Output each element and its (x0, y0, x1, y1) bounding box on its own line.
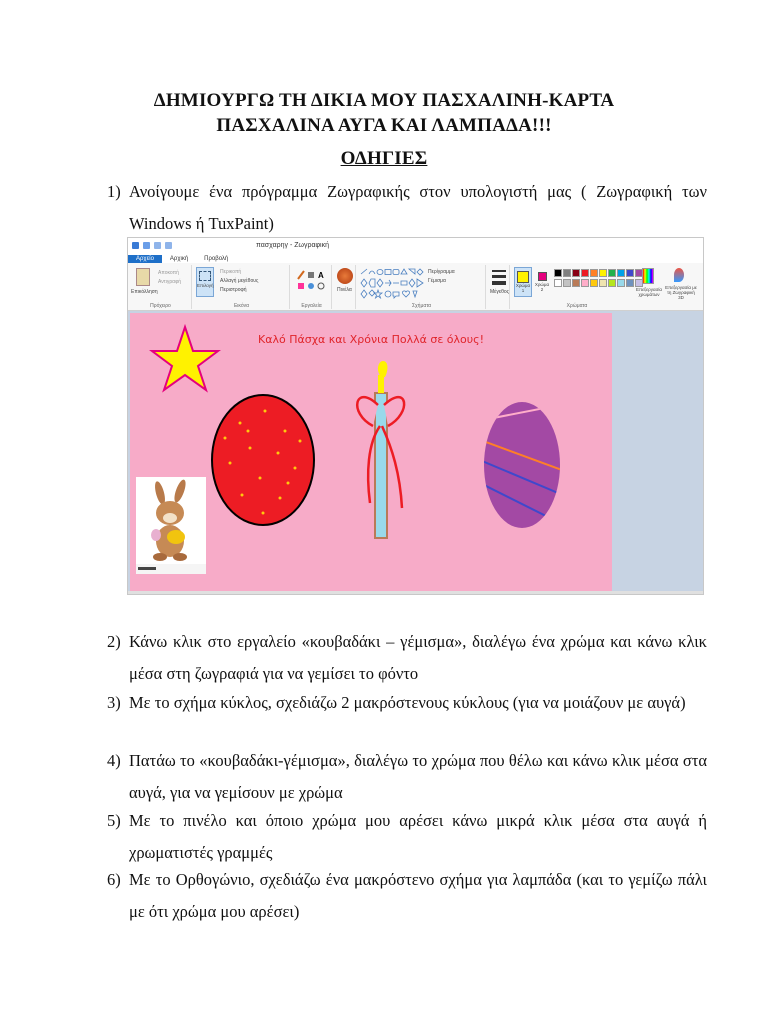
step-text: Με το σχήμα κύκλος, σχεδιάζω 2 μακρόστενους κύκλους (για να μοιάζουν με αυγά) (129, 693, 686, 712)
paint3d-icon[interactable] (674, 268, 684, 282)
palette-swatch[interactable] (599, 279, 607, 287)
group-tools (292, 265, 332, 309)
color2-swatch (538, 272, 547, 281)
brush-icon[interactable] (337, 268, 353, 284)
undo-icon[interactable] (154, 242, 161, 249)
paste-button[interactable]: Επικόλληση (131, 289, 158, 295)
step-text: Πατάω το «κουβαδάκι-γέμισμα», διαλέγω το χρώμα που θέλω και κάνω κλικ μέσα στα αυγά, για να γεμίσουν με χρώμα (129, 751, 707, 802)
step-number: 2) (107, 632, 121, 651)
step-6 (107, 864, 707, 928)
palette-swatch[interactable] (563, 279, 571, 287)
palette-swatch[interactable] (581, 269, 589, 277)
star-shape (152, 327, 218, 390)
step-number: 5) (107, 811, 121, 830)
tab-home[interactable]: Αρχική (169, 256, 189, 262)
copy-button[interactable]: Αντιγραφή (158, 279, 182, 285)
tab-view[interactable]: Προβολή (204, 256, 229, 262)
color2-label: Χρώμα 2 (534, 282, 550, 292)
group-size (488, 265, 510, 309)
bunny-image (136, 477, 206, 574)
status-bar (128, 591, 703, 594)
step-3 (107, 687, 707, 719)
palette-swatch[interactable] (554, 269, 562, 277)
paint3d-button[interactable]: Επεξεργασία με τη Ζωγραφική 3D (665, 285, 697, 300)
step-5 (107, 805, 707, 869)
step-number: 3) (107, 693, 121, 712)
redo-icon[interactable] (165, 242, 172, 249)
step-number: 4) (107, 751, 121, 770)
select-icon (199, 271, 211, 281)
palette-swatch[interactable] (572, 269, 580, 277)
shapes-gallery[interactable] (360, 268, 424, 300)
palette-swatch[interactable] (554, 279, 562, 287)
fill-dropdown[interactable]: Γέμισμα (428, 278, 446, 284)
group-image (194, 265, 290, 309)
color1-swatch (517, 271, 529, 283)
paint-screenshot (127, 237, 704, 595)
paint-app-icon (132, 242, 139, 249)
candle (357, 361, 404, 538)
step-text: Με το Ορθογώνιο, σχεδιάζω ένα μακρόστενο σχήμα για λαμπάδα (και το γεμίζω πάλι με ότι χρώμα μου αρέσει) (129, 870, 707, 921)
edit-colors-button[interactable]: Επεξεργασία χρωμάτων (636, 287, 662, 297)
step-number: 6) (107, 870, 121, 889)
title-line-1: ΔΗΜΙΟΥΡΓΩ ΤΗ ΔΙΚΙΑ ΜΟΥ ΠΑΣΧΑΛΙΝΗ-ΚΑΡΤΑ (153, 90, 615, 111)
save-icon[interactable] (143, 242, 150, 249)
step-number: 1) (107, 182, 121, 201)
step-text: Με το πινέλο και όποιο χρώμα μου αρέσει κάνω μικρά κλικ μέσα στα αυγά ή χρωματιστές γραμμές (129, 811, 707, 862)
tools-icons[interactable] (296, 269, 328, 293)
greeting-text: Καλό Πάσχα και Χρόνια Πολλά σε όλους! (258, 333, 484, 346)
drawing (130, 313, 612, 592)
group-shapes (358, 265, 486, 309)
paint-workarea (128, 311, 703, 594)
title-line-2: ΠΑΣΧΑΛΙΝΑ ΑΥΓΑ ΚΑΙ ΛΑΜΠΑΔΑ!!! (216, 115, 552, 136)
palette-swatch[interactable] (608, 279, 616, 287)
group-label: Εργαλεία (301, 303, 322, 309)
color1-label: Χρώμα 1 (515, 283, 531, 293)
paint-canvas[interactable] (130, 313, 612, 592)
outline-dropdown[interactable]: Περίγραμμα (428, 269, 455, 275)
palette-swatch[interactable] (617, 269, 625, 277)
size-line-3 (492, 281, 506, 285)
group-brushes (334, 265, 356, 309)
palette-swatch[interactable] (626, 279, 634, 287)
cut-button[interactable]: Αποκοπή (158, 270, 179, 276)
group-label: Σχήματα (411, 303, 432, 309)
paste-icon[interactable] (136, 268, 150, 286)
crop-button[interactable]: Περικοπή (220, 269, 242, 275)
palette-swatch[interactable] (608, 269, 616, 277)
step-1 (107, 176, 707, 240)
instructions-heading: ΟΔΗΓΙΕΣ (340, 148, 428, 169)
group-clipboard (130, 265, 192, 309)
palette-swatch[interactable] (617, 279, 625, 287)
palette-swatch[interactable] (590, 269, 598, 277)
group-label: Εικόνα (233, 303, 250, 309)
color2-button[interactable] (534, 267, 550, 297)
step-2 (107, 626, 707, 690)
group-label: Χρώματα (566, 303, 588, 309)
paint-titlebar (128, 238, 703, 252)
color1-button[interactable] (514, 267, 532, 297)
size-line-1 (492, 270, 506, 272)
resize-button[interactable]: Αλλαγή μεγέθους (220, 278, 259, 284)
edit-colors-icon[interactable] (642, 268, 654, 284)
palette-swatch[interactable] (590, 279, 598, 287)
step-text: Κάνω κλικ στο εργαλείο «κουβαδάκι – γέμισμα», διαλέγω ένα χρώμα και κάνω κλικ μέσα στη ζωγραφιά για να γεμίσει το φόντο (129, 632, 707, 683)
window-title: πασχαρηγ - Ζωγραφική (256, 241, 329, 249)
palette-swatch[interactable] (572, 279, 580, 287)
palette-swatch[interactable] (599, 269, 607, 277)
palette-swatch[interactable] (626, 269, 634, 277)
palette-swatch[interactable] (563, 269, 571, 277)
svg-text:A: A (318, 271, 324, 280)
step-4 (107, 745, 707, 809)
tab-file[interactable]: Αρχείο (128, 255, 162, 263)
rotate-button[interactable]: Περιστροφή (220, 287, 247, 293)
step-text: Ανοίγουμε ένα πρόγραμμα Ζωγραφικής στον υπολογιστή μας ( Ζωγραφική των Windows ή TuxPaint) (129, 182, 707, 233)
group-colors (512, 265, 702, 309)
select-label: Επιλογή (197, 283, 214, 288)
brushes-button[interactable]: Πινέλα (337, 287, 352, 293)
purple-egg (475, 402, 570, 528)
size-button[interactable]: Μέγεθος (490, 289, 510, 295)
palette-swatch[interactable] (581, 279, 589, 287)
select-button[interactable] (196, 267, 214, 297)
red-egg (212, 395, 314, 525)
ribbon-tabs (128, 252, 703, 263)
ribbon (128, 263, 703, 311)
group-label: Πρόχειρο (150, 303, 171, 309)
size-line-2 (492, 275, 506, 278)
